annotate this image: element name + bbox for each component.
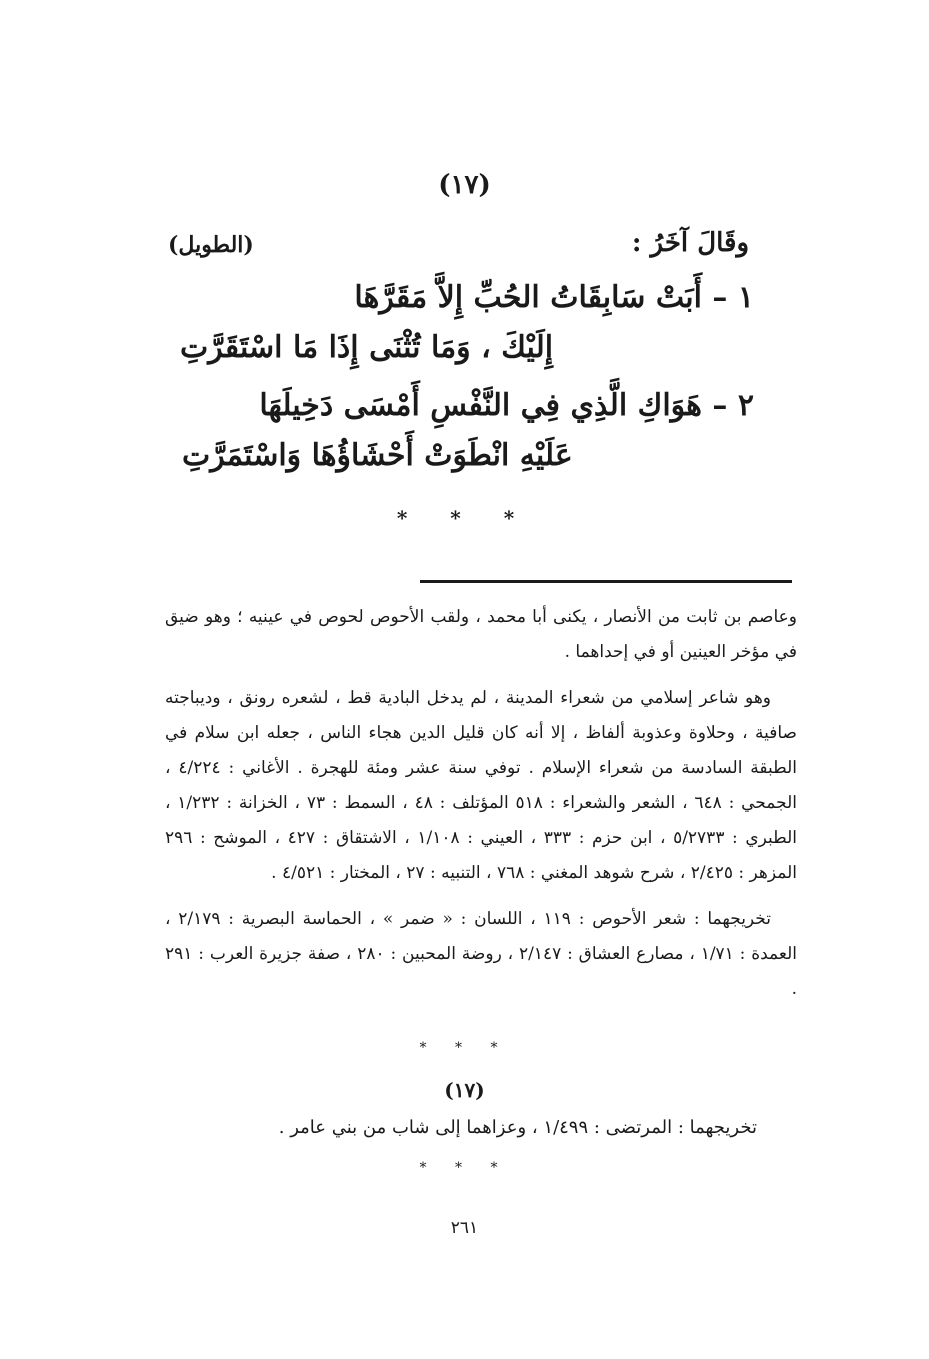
note-paragraph-1: وعاصم بن ثابت من الأنصار ، يكنى أبا محمد ، ولقب الأحوص لحوص في عينيه ؛ وهو ضيق في مؤخر العينين أو في إحداهما . [165,607,797,662]
notes-separator-2: * * * [419,1160,510,1176]
poem-meter: (الطويل) [168,232,254,258]
verse-1-first-hemistich: ١ – أَبَتْ سَابِقَاتُ الحُبِّ إِلاَّ مَقَرَّهَا [354,280,754,315]
second-note-number: (١٧) [444,1078,485,1102]
verse-2-second-hemistich: عَلَيْهِ انْطَوَتْ أَحْشَاؤُهَا وَاسْتَمَرَّتِ [182,438,573,473]
verse-1-second-hemistich: إِلَيْكَ ، وَمَا تُثْنَى إِذَا مَا اسْتَقَرَّتِ [180,330,554,365]
note-paragraph-2: وهو شاعر إسلامي من شعراء المدينة ، لم يدخل البادية قط ، لشعره رونق ، وديباجته صافية ، وحلاوة وعذوبة ألفاظ ، إلا أنه كان قليل الدين هجاء الناس ، جعله ابن سلام في الطبقة السادسة من شعراء الإسلام . توفي سنة عشر ومئة للهجرة . الأغاني : ٤/٢٢٤ ، الجمحي : ٦٤٨ ، الشعر والشعراء : ٥١٨ المؤتلف : ٤٨ ، السمط : ٧٣ ، الخزانة : ١/٢٣٢ ، الطبري : ٥/٢٧٣٣ ، ابن حزم : ٣٣٣ ، العيني : ١/١٠٨ ، الاشتقاق : ٤٢٧ ، الموشح : ٢٩٦ المزهر : ٢/٤٢٥ ، شرح شوهد المغني : ٧٦٨ ، التنبيه : ٢٧ ، المختار : ٤/٥٢١ . [165,688,798,883]
poem-separator: * * * [396,506,533,530]
poem-intro: وقَالَ آخَرُ : [631,228,749,258]
footnote-rule [420,580,792,583]
verse-2-first-hemistich: ٢ – هَوَاكِ الَّذِي فِي النَّفْسِ أَمْسَى دَخِيلَهَا [259,388,754,423]
poem-number: (١٧) [438,170,491,200]
page-number: ٢٦١ [450,1218,479,1238]
footnotes [165,600,797,1018]
note-paragraph-3: تخريجهما : شعر الأحوص : ١١٩ ، اللسان : « ضمر » ، الحماسة البصرية : ٢/١٧٩ ، العمدة : ١/٧١ ، مصارع العشاق : ٢/١٤٧ ، روضة المحبين : ٢٨٠ ، صفة جزيرة العرب : ٢٩١ . [165,909,797,999]
second-note-takhrij: تخريجهما : المرتضى : ١/٤٩٩ ، وعزاهما إلى شاب من بني عامر . [278,1117,757,1138]
notes-separator: * * * [419,1040,510,1056]
